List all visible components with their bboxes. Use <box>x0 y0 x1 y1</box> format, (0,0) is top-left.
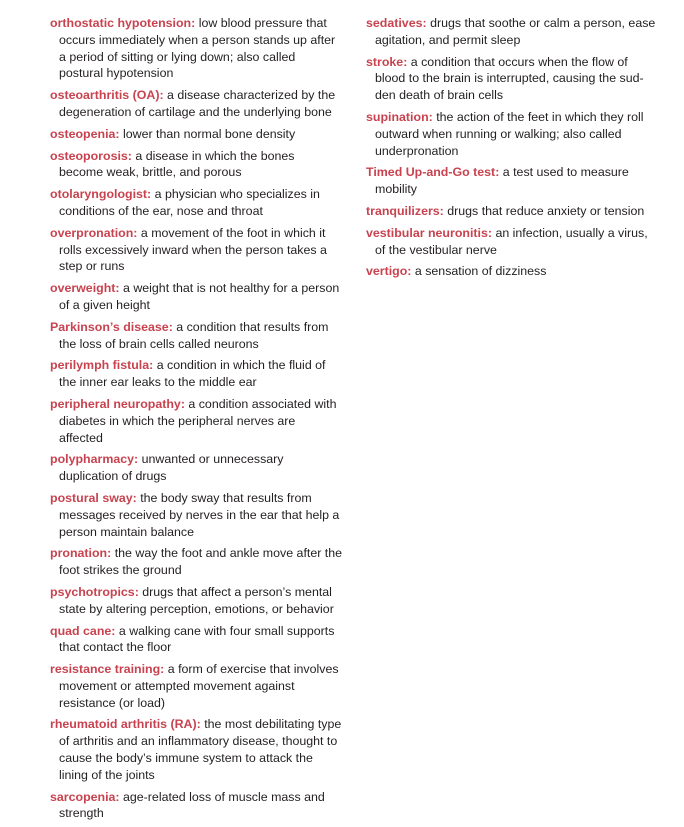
glossary-definition: a test used to measure mobility <box>375 165 629 197</box>
glossary-definition: a weight that is not healthy for a person of a given height <box>59 281 340 312</box>
glossary-term: postural sway: <box>50 490 137 505</box>
glossary-term: perilymph fistula: <box>50 358 154 373</box>
glossary-entry <box>50 225 342 275</box>
glossary-definition: a movement of the foot in which it rolls excessively inward when the person takes a step or runs <box>59 225 327 274</box>
glossary-term: rheumatoid arthritis (RA): <box>50 717 201 732</box>
glossary-term: vertigo: <box>366 264 412 279</box>
glossary-entry <box>50 623 342 657</box>
glossary-term: psychotropics: <box>50 584 139 599</box>
glossary-term: sedatives: <box>366 16 427 30</box>
glossary-term: overpronation: <box>50 225 138 240</box>
glossary-term: Timed Up-and-Go test: <box>366 165 500 180</box>
glossary-definition: a condition that occurs when the flow of blood to the brain is interrupted, causing the sud-den death of brain cells <box>375 54 644 103</box>
glossary-definition: the way the foot and ankle move after the foot strikes the ground <box>59 546 343 578</box>
glossary-entry <box>366 15 656 49</box>
glossary-definition: drugs that soothe or calm a person, ease agitation, and permit sleep <box>375 16 656 47</box>
glossary-term: polypharmacy: <box>50 452 139 467</box>
glossary-definition: lower than normal bone density <box>119 126 296 141</box>
glossary-term: overweight: <box>50 281 120 296</box>
glossary-definition: a sensation of dizziness <box>411 264 547 279</box>
glossary-term: osteopenia: <box>50 126 120 141</box>
glossary-column-right <box>366 15 656 285</box>
glossary-definition: a form of exercise that involves movement or attempted movement against resistance (or load) <box>59 662 339 710</box>
glossary-entry <box>50 661 342 711</box>
glossary-definition: a condition in which the fluid of the inner ear leaks to the middle ear <box>59 358 326 390</box>
glossary-entry <box>366 54 656 104</box>
glossary-term: otolaryngologist: <box>50 187 152 202</box>
glossary-definition: drugs that reduce anxiety or tension <box>443 203 645 218</box>
glossary-definition: an infection, usually a virus, of the vestibular nerve <box>375 225 648 257</box>
glossary-term: quad cane: <box>50 623 116 638</box>
glossary-term: supination: <box>366 109 433 124</box>
glossary-term: osteoporosis: <box>50 148 132 163</box>
glossary-entry <box>50 545 342 579</box>
glossary-entry <box>50 357 342 391</box>
glossary-term: pronation: <box>50 546 112 561</box>
glossary-term: Parkinson’s disease: <box>50 319 173 334</box>
glossary-definition: a condition that results from the loss of brain cells called neurons <box>59 319 329 351</box>
glossary-term: peripheral neuropathy: <box>50 396 185 411</box>
glossary-entry <box>366 225 656 259</box>
glossary-definition: a physician who specializes in conditions of the ear, nose and throat <box>59 187 320 218</box>
glossary-term: stroke: <box>366 54 408 69</box>
glossary-entry <box>50 490 342 540</box>
glossary-term: osteoarthritis (OA): <box>50 88 164 103</box>
glossary-entry <box>50 87 342 121</box>
glossary-entry <box>50 319 342 353</box>
glossary-definition: the body sway that results from messages received by nerves in the ear that help a person maintain balance <box>59 490 340 539</box>
glossary-column-left <box>50 15 342 827</box>
glossary-term: orthostatic hypotension: <box>50 16 196 30</box>
glossary-entry <box>50 148 342 182</box>
glossary-entry <box>50 451 342 485</box>
glossary-definition: low blood pressure that occurs immediately when a person stands up after a period of sitting or lying down; also called postural hypotension <box>59 16 336 81</box>
glossary-entry <box>50 126 342 143</box>
glossary-term: vestibular neuronitis: <box>366 225 492 240</box>
glossary-entry <box>50 15 342 82</box>
glossary-definition: drugs that affect a person’s mental state by altering perception, emotions, or behavior <box>59 584 334 616</box>
glossary-term: tranquilizers: <box>366 203 444 218</box>
glossary-definition: age-related loss of muscle mass and strength <box>59 789 325 821</box>
glossary-definition: a disease characterized by the degeneration of cartilage and the underlying bone <box>59 88 336 119</box>
glossary-definition: unwanted or unnecessary duplication of drugs <box>59 452 284 484</box>
glossary-term: sarcopenia: <box>50 789 120 804</box>
glossary-entry <box>50 186 342 220</box>
glossary-entry <box>366 164 656 198</box>
glossary-definition: the most debilitating type of arthritis and an inflammatory disease, thought to cause the body’s immune system to attack the lining of the joints <box>59 717 342 782</box>
glossary-entry <box>366 203 656 220</box>
glossary-entry <box>366 263 656 280</box>
glossary-term: resistance training: <box>50 662 165 677</box>
glossary-definition: a condition associated with diabetes in which the peripheral nerves are affected <box>59 396 337 445</box>
glossary-definition: a disease in which the bones become weak, brittle, and porous <box>59 148 295 180</box>
glossary-entry <box>50 280 342 314</box>
glossary-entry <box>50 789 342 823</box>
glossary-entry <box>50 716 342 783</box>
glossary-entry <box>50 396 342 446</box>
glossary-entry <box>366 109 656 159</box>
glossary-definition: the action of the feet in which they roll outward when running or walking; also called underpronation <box>375 109 644 158</box>
glossary-entry <box>50 584 342 618</box>
glossary-definition: a walking cane with four small supports that contact the floor <box>59 623 335 655</box>
